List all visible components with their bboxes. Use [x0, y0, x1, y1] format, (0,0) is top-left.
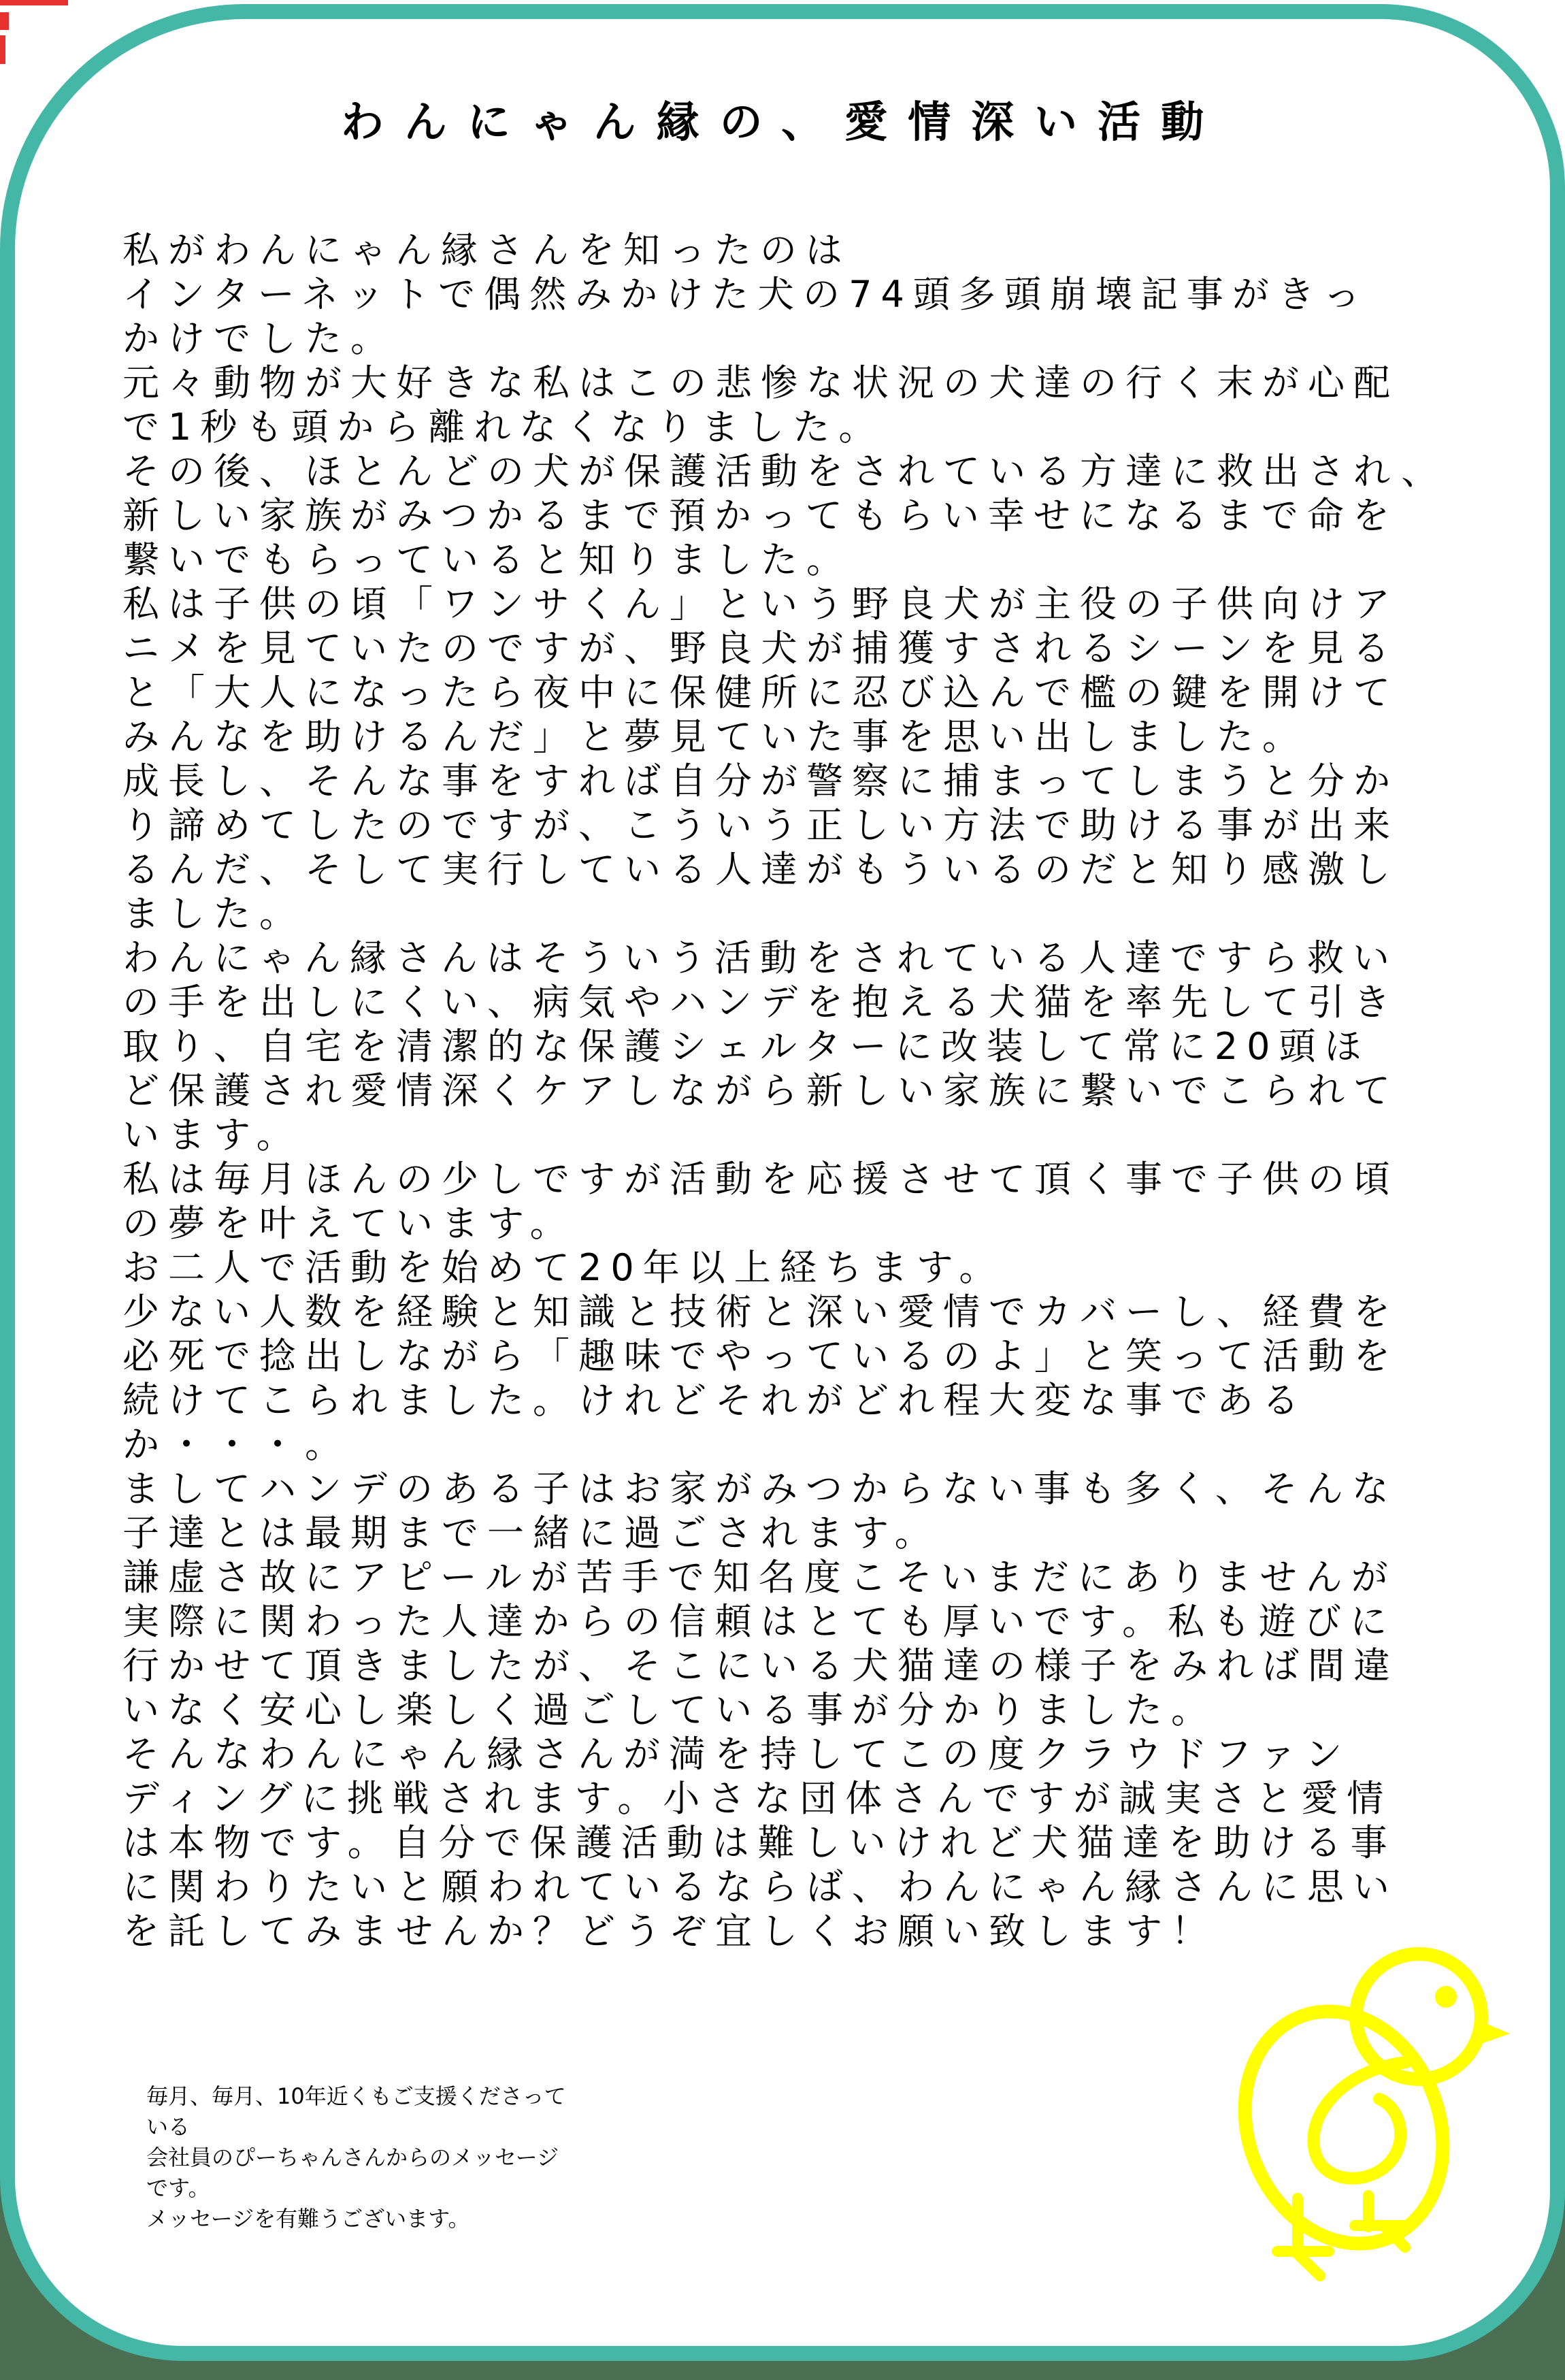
text-line: に関わりたいと願われているならば、わんにゃん縁さんに思い	[122, 1865, 1398, 1908]
text-line: 行かせて頂きましたが、そこにいる犬猫達の様子をみれば間違	[122, 1644, 1399, 1687]
text-line: 元々動物が大好きな私はこの悲惨な状況の犬達の行く末が心配	[122, 361, 1399, 404]
text-line: 子達とは最期まで一緒に過ごされます。	[122, 1512, 940, 1554]
text-line: メッセージを有難うございます。	[146, 2206, 470, 2232]
text-line: います。	[122, 1113, 302, 1156]
chick-body	[1215, 1981, 1477, 2273]
text-line: そんなわんにゃん縁さんが満を持してこの度クラウドファン	[122, 1733, 1351, 1776]
text-line: いなく安心し楽しく過ごしている事が分かりました。	[122, 1689, 1217, 1731]
text-line: 私は毎月ほんの少しですが活動を応援させて頂く事で子供の頃	[122, 1158, 1399, 1201]
text-line: 少ない人数を経験と知識と技術と深い愛情でカバーし、経費を	[122, 1290, 1399, 1333]
text-line: 成長し、そんな事をすれば自分が警察に捕まってしまうと分か	[122, 760, 1399, 802]
text-line: インターネットで偶然みかけた犬の74頭多頭崩壊記事がきっ	[122, 273, 1369, 316]
text-line: お二人で活動を始めて20年以上経ちます。	[122, 1246, 1005, 1289]
text-line: と「大人になったら夜中に保健所に忍び込んで檻の鍵を開けて	[122, 671, 1399, 714]
text-line: り諦めてしたのですが、こういう正しい方法で助ける事が出来	[122, 804, 1399, 847]
text-line: 会社員のぴーちゃんさんからのメッセージ	[146, 2145, 559, 2170]
text-line: かけでした。	[122, 317, 396, 360]
text-line: 謙虚さ故にアピールが苦手で知名度こそいまだにありませんが	[122, 1556, 1397, 1599]
supporter-note	[146, 2081, 566, 2234]
text-line: ました。	[122, 892, 305, 935]
text-line: で1秒も頭から離れなくなりました。	[122, 406, 885, 449]
text-line: を託してみませんか？どうぞ宜しくお願い致します！	[122, 1910, 1217, 1953]
text-line: わんにゃん縁さんはそういう活動をされている人達ですら救い	[122, 936, 1398, 979]
text-line: の夢を叶えています。	[122, 1202, 576, 1245]
text-line: その後、ほとんどの犬が保護活動をされている方達に救出され、	[122, 450, 1447, 493]
chick-eye	[1435, 1986, 1457, 2008]
text-line: 私は子供の頃「ワンサくん」という野良犬が主役の子供向けア	[122, 583, 1399, 625]
text-line: は本物です。自分で保護活動は難しいけれど犬猫達を助ける事	[122, 1821, 1396, 1864]
text-line: ど保護され愛情深くケアしながら新しい家族に繋いでこられて	[122, 1069, 1399, 1112]
text-line: 毎月、毎月、10年近くもご支援くださって	[146, 2083, 566, 2109]
text-line: 必死で捻出しながら「趣味でやっているのよ」と笑って活動を	[122, 1335, 1399, 1378]
text-line: 続けてこられました。けれどそれがどれ程大変な事である	[122, 1379, 1308, 1422]
text-line: の手を出しにくい、病気やハンデを抱える犬猫を率先して引き	[122, 981, 1399, 1024]
chick-icon	[1215, 1945, 1514, 2285]
text-line: みんなを助けるんだ」と夢見ていた事を思い出しました。	[122, 715, 1308, 758]
text-line: 新しい家族がみつかるまで預かってもらい幸せになるまで命を	[122, 494, 1398, 537]
chick-head	[1356, 1954, 1510, 2079]
text-line: です。	[146, 2175, 210, 2201]
text-line: ディングに挑戦されます。小さな団体さんですが誠実さと愛情	[122, 1777, 1393, 1820]
chick-beak	[1475, 2020, 1510, 2046]
page-title: わんにゃん縁の、愛情深い活動	[340, 97, 1225, 147]
text-line: ましてハンデのある子はお家がみつからない事も多く、そんな	[122, 1467, 1398, 1510]
edge-artifact	[0, 0, 68, 5]
message-body	[15, 228, 1550, 1953]
text-line: いる	[146, 2114, 191, 2140]
text-line: 取り、自宅を清潔的な保護シェルターに改装して常に20頭ほ	[122, 1025, 1370, 1068]
edge-artifact	[0, 35, 5, 64]
text-line: か・・・。	[122, 1423, 350, 1466]
text-line: 私がわんにゃん縁さんを知ったのは	[122, 229, 851, 272]
text-line: 繋いでもらっていると知りました。	[122, 538, 852, 581]
text-line: ニメを見ていたのですが、野良犬が捕獲すされるシーンを見る	[122, 627, 1398, 670]
text-line: るんだ、そして実行している人達がもういるのだと知り感激し	[122, 848, 1399, 891]
edge-artifact	[0, 12, 9, 30]
text-line: 実際に関わった人達からの信頼はとても厚いです。私も遊びに	[122, 1600, 1396, 1643]
